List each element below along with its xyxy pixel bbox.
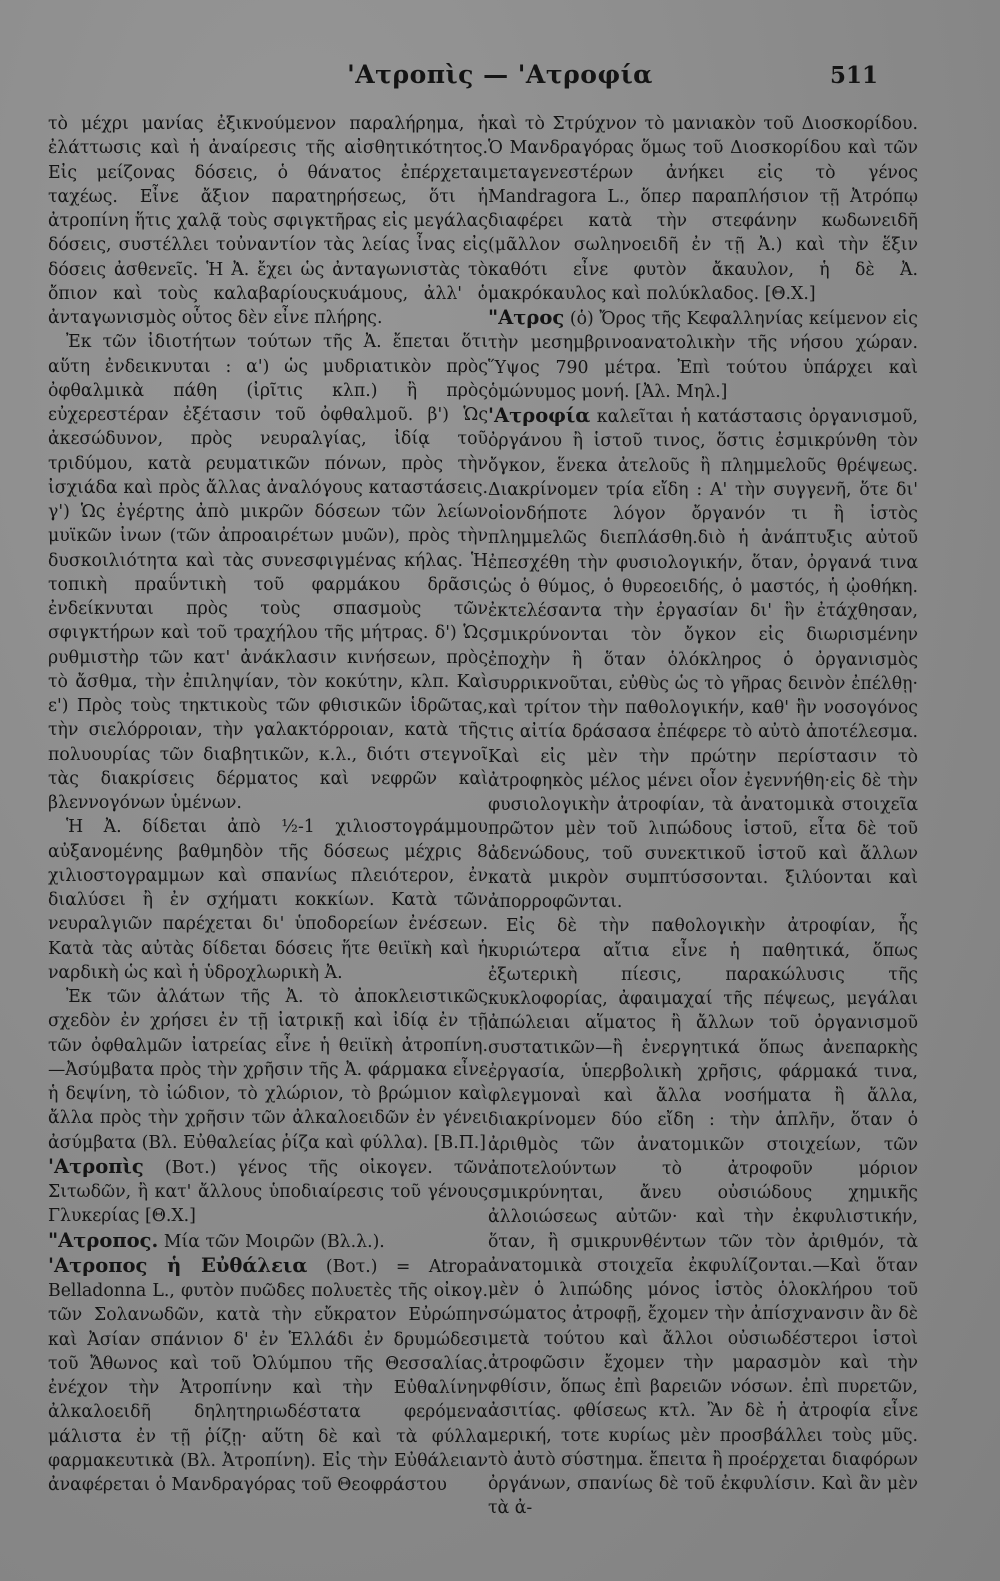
paragraph: τὸ μέχρι μανίας ἐξικνούμενον παραλήρημα, ἡ ἐλάττωσις καὶ ἡ ἀναίρεσις τῆς αἰσθητικότητος. Εἰς μείζονας δόσεις, ὁ θάνατος ἐπέρχεται ταχέως. Εἶνε ἄξιον παρατηρήσεως, ὅτι ἡ ἀτροπίνη ἥτις χαλᾷ τοὺς σφιγκτῆρας εἰς μεγάλας δόσεις, συστέλλει τοὐναντίον τὰς λείας ἶνας εἰς δόσεις ἀσθενεῖς. Ἡ Ἀ. ἔχει ὡς ἀνταγωνιστὰς τὸ ὄπιον καὶ τοὺς καλαβαρίουςκυάμους, ἀλλ' ὁ ἀνταγωνισμὸς οὗτος δὲν εἶνε πλήρης. <box>48 114 488 328</box>
entry-headword: 'Ατροπος ἡ Εὐθάλεια <box>48 1253 308 1277</box>
paragraph: καὶ τὸ Στρύχνον τὸ μανιακὸν τοῦ Διοσκορίδου. Ὁ Μανδραγόρας ὅμως τοῦ Διοσκορίδου καὶ τῶν μεταγενεστέρων ἀνήκει εἰς τὸ γένος Mandragora L., ὅπερ παραπλήσιον τῇ Ἀτρόπῳ διαφέρει κατὰ τὴν στεφάνην κωδωνειδῆ (μᾶλλον σωληνοειδῆ ἐν τῇ Ἀ.) καὶ τὴν ἕξιν καθότι εἶνε φυτὸν ἄκαυλον, ἡ δὲ Ἀ. μακρόκαυλος καὶ πολύκλαδος. [Θ.Χ.] <box>488 114 918 304</box>
entry-headword: 'Ατροφία <box>488 404 591 427</box>
dictionary-entry <box>48 1229 488 1254</box>
dictionary-entry <box>48 1155 488 1229</box>
dictionary-entry <box>488 404 918 914</box>
paragraph: Ἐκ τῶν ἰδιοτήτων τούτων τῆς Ἀ. ἔπεται ὅτι αὕτη ἐνδεικνυται : α') ὡς μυδριατικὸν πρὸς ὀφθαλμικὰ πάθη (ἰρῖτις κλπ.) ἢ πρὸς εὐχερεστέραν ἐξέτασιν τοῦ ὀφθαλμοῦ. β') Ὡς ἀκεσώδυνον, πρὸς νευραλγίας, ἰδίᾳ τοῦ τριδύμου, κατὰ ρευματικῶν πόνων, πρὸς τὴν ἰσχιάδα καὶ πρὸς ἄλλας ἀναλόγους καταστάσεις. γ') Ὡς ἐγέρτης ἀπὸ μικρῶν δόσεων τῶν λείων μυϊκῶν ἰνων (τῶν ἀπροαιρέτων μυῶν), πρὸς τὴν δυσκοιλιότητα καὶ τὰς συνεσφιγμένας κήλας. Ἡ τοπικὴ πραΰντικὴ τοῦ φαρμάκου δρᾶσις ἐνδείκνυται πρὸς τοὺς σπασμοὺς τῶν σφιγκτήρων καὶ τοῦ τραχήλου τῆς μήτρας. δ') Ὡς ρυθμιστὴρ τῶν κατ' ἀνάκλασιν κινήσεων, πρὸς τὸ ἄσθμα, τὴν ἐπιληψίαν, τὸν κοκύτην, κλπ. Καὶ ε') Πρὸς τοὺς τηκτικοὺς τῶν φθισικῶν ἱδρῶτας, τὴν σιελόρροιαν, τὴν γαλακτόρροιαν, κατὰ τῆς πολυουρίας τῶν διαβητικῶν, κ.λ., διότι στεγνοῖ τὰς διακρίσεις δέρματος καὶ νεφρῶν καὶ βλεννογόνων ὑμένων. <box>48 332 488 813</box>
paragraph: Ἡ Ἀ. δίδεται ἀπὸ ½-1 χιλιοστογράμμου αὐξανομένης βαθμηδὸν τῆς δόσεως μέχρις 8 χιλιοστογραμμων καὶ σπανίως πλειότερον, ἐν διαλύσει ἢ ἐν σχήματι κοκκίων. Κατὰ τῶν νευραλγιῶν παρέχεται δι' ὑποδορείων ἐνέσεων. Κατὰ τὰς αὐτὰς δίδεται δόσεις ἥτε θειϊκὴ καὶ ἡ ναρδικὴ ὡς καὶ ἡ ὑδροχλωρικὴ Ἀ. <box>48 817 488 983</box>
left-column <box>48 112 488 1497</box>
page-header <box>0 60 1000 100</box>
entry-text: καλεῖται ἡ κατάστασις ὀργανισμοῦ, ὀργάνου ἢ ἱστοῦ τινος, ὅστις ἐσμικρύνθη τὸν ὄγκον, ἕνεκα ἀτελοῦς ἢ πλημμελοῦς θρέψεως. Διακρίνομεν τρία εἴδη : Α' τὴν συγγενῆ, ὅτε δι' οἱονδήποτε λόγον ὄργανόν τι ἢ ἱστὸς πλημμελῶς διεπλάσθη.διὸ ἡ ἀνάπτυξις αὐτοῦ ἐπεσχέθη τὴν φυσιολογικήν, ὅταν, ὀργανά τινα ὡς ὁ θύμος, ὁ θυρεοειδής, ὁ μαστός, ἡ ᾠοθήκη. ἐκτελέσαντα τὴν ἐργασίαν δι' ἣν ἐτάχθησαν, σμικρύνονται τὸν ὄγκον εἰς διωρισμένην ἐποχὴν ἢ ὅταν ὁλόκληρος ὁ ὀργανισμὸς συρρικνοῦται, εὐθὺς ὡς τὸ γῆρας δεινὸν ἐπέλθῃ· καὶ τρίτον τὴν παθολογικήν, καθ' ἣν νοσογόνος τις αἰτία δράσασα ἐπέφερε τὸ αὐτὸ ἀποτέλεσμα. Καὶ εἰς μὲν τὴν πρώτην περίστασιν τὸ ἀτροφηκὸς μέλος μένει οἷον ἐγεννήθη·εἰς δὲ τὴν φυσιολογικὴν ἀτροφίαν, τὰ ἀνατομικὰ στοιχεῖα πρῶτον μὲν τοῦ λιπώδους ἱστοῦ, εἶτα δὲ τοῦ ἀδενώδους, τοῦ συνεκτικοῦ ἱστοῦ καὶ ἄλλων κατὰ μικρὸν συμπτύσσονται. ξιλύονται καὶ ἀπορροφῶνται. <box>488 407 919 912</box>
entry-text: (ὁ) Ὄρος τῆς Κεφαλληνίας κείμενον εἰς τὴν μεσημβρινοανατολικὴν τῆς νήσου χώραν. Ὕψος 790 μέτρα. Ἐπὶ τούτου ὑπάρχει καὶ ὁμώνυμος μονή. [Ἀλ. Μηλ.] <box>488 309 918 402</box>
running-title: 'Ατροπὶς — 'Ατροφία <box>347 60 653 89</box>
right-column <box>488 112 918 1521</box>
entry-headword: "Ατροπος. <box>48 1228 159 1252</box>
entry-headword: "Ατρος <box>488 306 565 329</box>
paragraph: Ἐκ τῶν ἀλάτων τῆς Ἀ. τὸ ἀποκλειστικῶς σχεδὸν ἐν χρήσει ἐν τῇ ἰατρικῇ καὶ ἰδίᾳ ἐν τῇ τῶν ὀφθαλμῶν ἰατρείας εἶνε ἡ θειϊκὴ ἀτροπίνη. —Ἀσύμβατα πρὸς τὴν χρῆσιν τῆς Ἀ. φάρμακα εἶνε ἡ δεψίνη, τὸ ἰώδιον, τὸ χλώριον, τὸ βρώμιον καὶ ἄλλα πρὸς τὴν χρῆσιν τῶν ἀλκαλοειδῶν ἐν γένει ἀσύμβατα (Βλ. Εὐθαλείας ῥίζα καὶ φύλλα). [Β.Π.] <box>48 987 488 1153</box>
entry-headword: 'Ατροπὶς <box>48 1154 144 1178</box>
entry-text: (Βοτ.) γένος τῆς οἰκογεν. τῶν Σιτωδῶν, ἢ κατ' ἄλλους ὑποδιαίρεσις τοῦ γένους Γλυκερίας [Θ.Χ.] <box>48 1157 488 1227</box>
entry-text: (Βοτ.) = Atropa Belladonna L., φυτὸν πυῶδες πολυετὲς τῆς οἰκογ. τῶν Σολανωδῶν, κατὰ τὴν εὔκρατον Εὐρώπην καὶ Ἀσίαν σπάνιον δ' ἐν Ἑλλάδι ἐν δρυμώδεσι τοῦ Ἄθωνος καὶ τοῦ Ὀλύμπου τῆς Θεσσαλίας. ἐνέχον τὴν Ἀτροπίνην καὶ τὴν Εὐθαλίνην ἀλκαλοειδῆ δηλητηριωδέστατα φερόμενα μάλιστα ἐν τῇ ῥίζῃ· αὕτη δὲ καὶ τὰ φύλλα φαρμακευτικὰ (Βλ. Ἀτροπίνη). Εἰς τὴν Εὐθάλειαν ἀναφέρεται ὁ Μανδραγόρας τοῦ Θεοφράστου <box>48 1256 489 1495</box>
page-number: 511 <box>829 62 878 89</box>
paragraph: Εἰς δὲ τὴν παθολογικὴν ἀτροφίαν, ἧς κυριώτερα αἴτια εἶνε ἡ παθητικά, ὅπως ἐξωτερικὴ πίεσις, παρακώλυσις τῆς κυκλοφορίας, ἀφαιμαχαί τῆς πέψεως, μεγάλαι ἀπώλειαι αἵματος ἢ ἄλλων τοῦ ὀργανισμοῦ συστατικῶν—ἢ ἐνεργητικά ὅπως ἀνεπαρκὴς ἐργασία, ὑπερβολικὴ χρῆσις, φάρμακά τινα, φλεγμοναὶ καὶ ἄλλα νοσήματα ἢ ἄλλα, διακρίνομεν δύο εἴδη : τὴν ἁπλῆν, ὅταν ὁ ἀριθμὸς τῶν ἀνατομικῶν στοιχείων, τῶν ἀποτελούντων τὸ ἀτροφοῦν μόριον σμικρύνηται, ἄνευ οὐσιώδους χημικῆς ἀλλοιώσεως αὐτῶν· καὶ τὴν ἐκφυλιστικήν, ὅταν, ἢ σμικρυνθέντων τῶν τὸν ἀριθμόν, τὰ ἀνατομικὰ στοιχεῖα ἐκφυλίζονται.—Καὶ ὅταν μὲν ὁ λιπώδης μόνος ἱστὸς ὁλοκλήρου τοῦ σώματος ἀτροφῇ, ἔχομεν τὴν ἀπίσχνανσιν ἂν δὲ μετὰ τούτου καὶ ἄλλοι οὐσιωδέστεροι ἱστοὶ ἀτροφῶσιν ἔχομεν τὴν μαρασμὸν καὶ τὴν φθίσιν, ὅπως ἐπὶ βαρειῶν νόσων. ἐπὶ πυρετῶν, ἀσιτίας. φθίσεως κτλ. Ἂν δὲ ἡ ἀτροφία εἶνε μερική, τοτε κυρίως μὲν προσβάλλει τοὺς μῦς. τὸ ἀυτὸ σύστημα. ἔπειτα ἢ προέρχεται διαφόρων ὀργάνων, σπανίως δὲ τοῦ ἐκφυλίσιν. Καὶ ἂν μὲν τὰ ἀ- <box>488 916 918 1519</box>
entry-text: Μία τῶν Μοιρῶν (Βλ.λ.). <box>163 1231 385 1252</box>
dictionary-entry <box>48 1254 488 1498</box>
dictionary-entry <box>488 306 918 404</box>
